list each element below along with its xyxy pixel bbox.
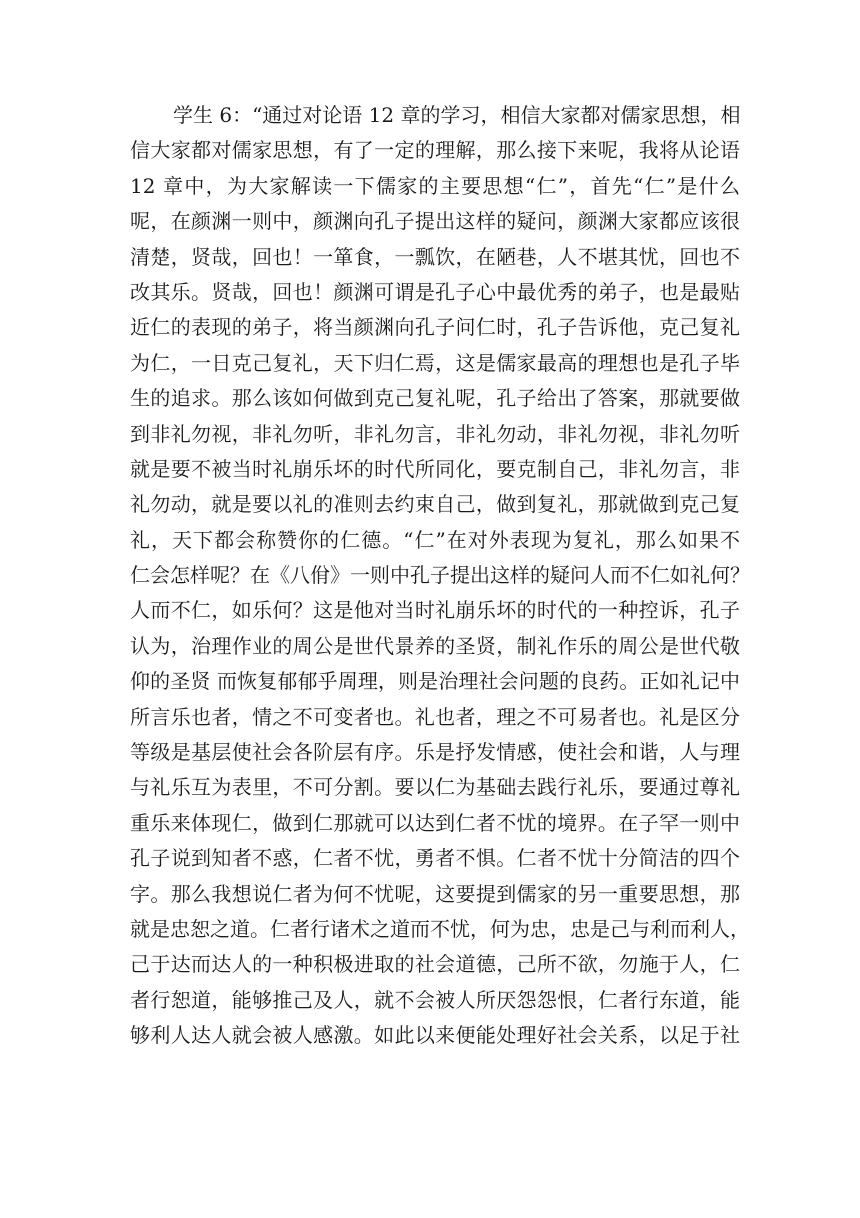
text-line: 等级是基层使社会各阶层有序。乐是抒发情感，使社会和谐，人与理 (130, 740, 740, 765)
text-line: 字。那么我想说仁者为何不忧呢，这要提到儒家的另一重要思想，那 (130, 881, 740, 906)
text-line: 就是忠恕之道。仁者行诸术之道而不忧，何为忠，忠是己与利而利人， (130, 916, 750, 941)
text-line: 孔子说到知者不惑，仁者不忧，勇者不惧。仁者不忧十分简洁的四个 (130, 846, 740, 871)
text-line: 仰的圣贤 而恢复郁郁乎周理，则是治理社会问题的良药。正如礼记中 (130, 669, 740, 694)
text-line: 到非礼勿视，非礼勿听，非礼勿言，非礼勿动，非礼勿视，非礼勿听 (130, 421, 740, 446)
text-line: 清楚，贤哉，回也！一箪食，一瓢饮，在陋巷，人不堪其忧，回也不 (130, 244, 740, 269)
text-line: 生的追求。那么该如何做到克己复礼呢，孔子给出了答案，那就要做 (130, 386, 740, 411)
text-line: 为仁，一日克己复礼，天下归仁焉，这是儒家最高的理想也是孔子毕 (130, 350, 740, 375)
text-line: 近仁的表现的弟子，将当颜渊向孔子问仁时，孔子告诉他，克己复礼 (130, 315, 740, 340)
text-line: 重乐来体现仁，做到仁那就可以达到仁者不忧的境界。在子罕一则中 (130, 810, 740, 835)
text-line: 仁会怎样呢？在《八佾》一则中孔子提出这样的疑问人而不仁如礼何？ (130, 563, 750, 588)
text-line: 与礼乐互为表里，不可分割。要以仁为基础去践行礼乐，要通过尊礼 (130, 775, 740, 800)
text-line: 认为，治理作业的周公是世代景养的圣贤，制礼作乐的周公是世代敬 (130, 633, 740, 658)
text-line: 礼，天下都会称赞你的仁德。“仁”在对外表现为复礼，那么如果不 (130, 527, 740, 552)
text-line: 己于达而达人的一种积极进取的社会道德，己所不欲，勿施于人，仁 (130, 952, 740, 977)
text-line: 礼勿动，就是要以礼的准则去约束自己，做到复礼，那就做到克己复 (130, 492, 740, 517)
body-paragraph (130, 98, 750, 1054)
text-line: 人而不仁，如乐何？这是他对当时礼崩乐坏的时代的一种控诉，孔子 (130, 598, 740, 623)
text-line: 就是要不被当时礼崩乐坏的时代所同化，要克制自己，非礼勿言，非 (130, 456, 740, 481)
text-line: 够利人达人就会被人感激。如此以来便能处理好社会关系，以足于社 (130, 1023, 740, 1048)
text-line: 改其乐。贤哉，回也！颜渊可谓是孔子心中最优秀的弟子，也是最贴 (130, 279, 740, 304)
text-line: 信大家都对儒家思想，有了一定的理解，那么接下来呢，我将从论语 (130, 138, 740, 163)
text-line: 呢，在颜渊一则中，颜渊向孔子提出这样的疑问，颜渊大家都应该很 (130, 209, 740, 234)
text-line: 者行恕道，能够推己及人，就不会被人所厌怨怨恨，仁者行东道，能 (130, 987, 740, 1012)
text-line: 学生 6：“通过对论语 12 章的学习，相信大家都对儒家思想，相 (173, 103, 741, 127)
text-line: 12 章中，为大家解读一下儒家的主要思想“仁”，首先“仁”是什么 (130, 173, 740, 198)
text-line: 所言乐也者，情之不可变者也。礼也者，理之不可易者也。礼是区分 (130, 704, 740, 729)
